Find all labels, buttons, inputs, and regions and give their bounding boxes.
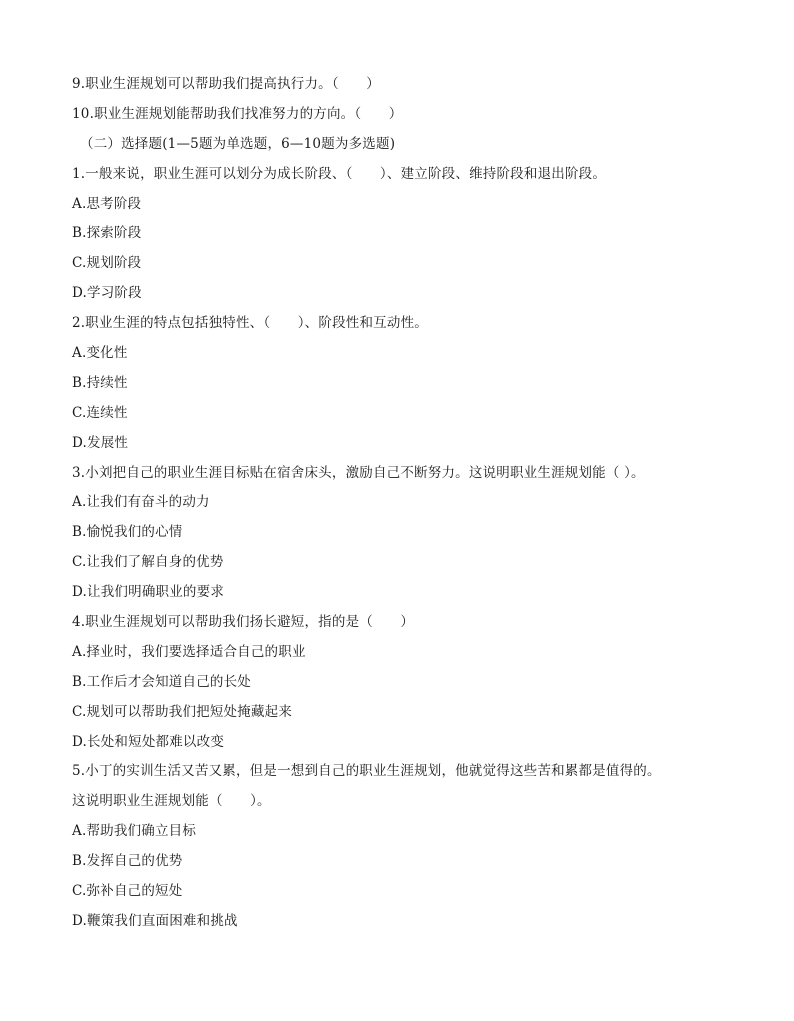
question-stem-continued: 这说明职业生涯规划能（ ）。: [72, 793, 271, 810]
option-b: B.愉悦我们的心情: [72, 524, 183, 541]
option-d: D.让我们明确职业的要求: [72, 584, 225, 601]
option-a: A.让我们有奋斗的动力: [72, 494, 210, 511]
question-stem: 4.职业生涯规划可以帮助我们扬长避短，指的是（ ）: [72, 614, 415, 631]
option-b: B.持续性: [72, 374, 128, 391]
option-b: B.发挥自己的优势: [72, 853, 183, 870]
option-a: A.思考阶段: [72, 195, 142, 212]
document-content: [72, 70, 732, 937]
option-c: C.规划可以帮助我们把短处掩藏起来: [72, 703, 293, 720]
option-c: C.弥补自己的短处: [72, 883, 183, 900]
option-b: B.工作后才会知道自己的长处: [72, 673, 252, 690]
question-stem: 2.职业生涯的特点包括独特性、（ ）、阶段性和互动性。: [72, 315, 428, 332]
option-c: C.让我们了解自身的优势: [72, 554, 224, 571]
option-d: D.发展性: [72, 434, 129, 451]
question-stem: 3.小刘把自己的职业生涯目标贴在宿舍床头，激励自己不断努力。这说明职业生涯规划能（ ）。: [72, 464, 645, 481]
question-4: [72, 608, 732, 757]
question-2: [72, 309, 732, 458]
judgment-item-10: 10.职业生涯规划能帮助我们找准努力的方向。（ ）: [72, 105, 403, 122]
option-a: A.变化性: [72, 345, 128, 362]
option-d: D.学习阶段: [72, 285, 142, 302]
option-d: D.鞭策我们直面困难和挑战: [72, 912, 238, 929]
option-b: B.探索阶段: [72, 225, 142, 242]
option-a: A.择业时，我们要选择适合自己的职业: [72, 643, 306, 660]
question-1: [72, 160, 732, 309]
option-c: C.连续性: [72, 404, 128, 421]
option-d: D.长处和短处都难以改变: [72, 733, 225, 750]
section-heading: （二）选择题(1—5题为单选题，6—10题为多选题): [80, 135, 396, 152]
question-stem: 5.小丁的实训生活又苦又累，但是一想到自己的职业生涯规划，他就觉得这些苦和累都是值得的。: [72, 763, 661, 780]
question-stem: 1.一般来说，职业生涯可以划分为成长阶段、（ ）、建立阶段、维持阶段和退出阶段。: [72, 165, 607, 182]
option-c: C.规划阶段: [72, 255, 142, 272]
option-a: A.帮助我们确立目标: [72, 823, 197, 840]
question-3: [72, 459, 732, 608]
question-5: [72, 757, 732, 936]
judgment-item-9: 9.职业生涯规划可以帮助我们提高执行力。（ ）: [72, 76, 380, 92]
